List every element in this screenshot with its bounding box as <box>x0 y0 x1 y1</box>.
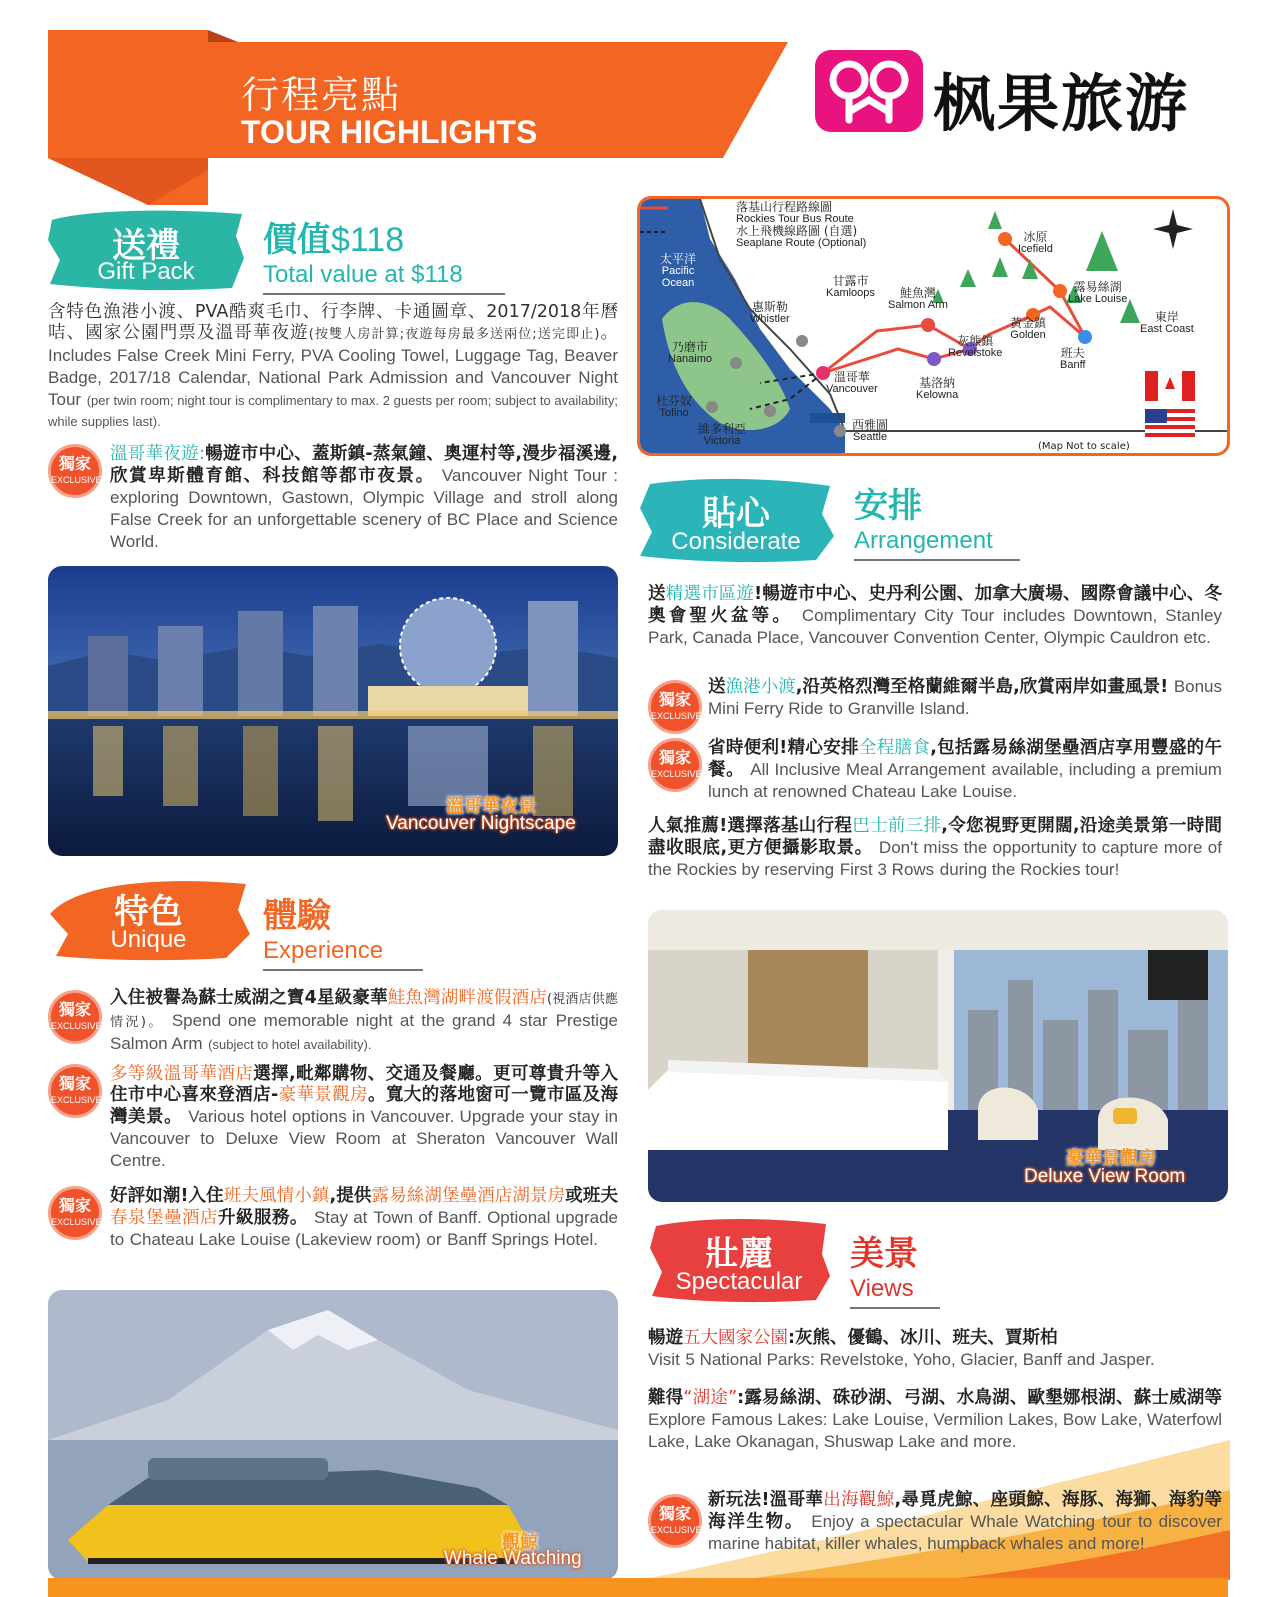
legend-bus-en: Rockies Tour Bus Route <box>736 213 854 225</box>
map-place-golden <box>1010 317 1046 341</box>
map-place-en: Banff <box>1060 359 1086 371</box>
views-p3-en-b: tour to discover marine habitat, killer whales, humpback whales and more! <box>708 1512 1222 1553</box>
unique-item3-zh-b: ,提供 <box>329 1186 372 1206</box>
unique-item3-en-a: Stay at <box>313 1208 368 1227</box>
map-place-zh: 西雅圖 <box>852 418 889 432</box>
cons-p4-en-hl: First 3 Rows <box>839 860 935 879</box>
map-place-vancouver <box>826 371 878 395</box>
map-place-en: Kamloops <box>826 287 875 299</box>
considerate-para-2 <box>708 676 1222 720</box>
unique-item1-zh-a: 入住被譽為蘇士威湖之寶4星級豪華 <box>110 988 388 1008</box>
map-place-nanaimo <box>668 341 712 365</box>
legend-plane-en: Seaplane Route (Optional) <box>736 237 867 249</box>
gift-value-amount: $118 <box>331 221 405 259</box>
cons-p2-zh-b: ,沿英格烈灣至格蘭維爾半島,欣賞兩岸如畫風景! <box>795 677 1169 697</box>
unique-side-title <box>263 888 423 971</box>
considerate-rule <box>854 559 1020 561</box>
cons-p4-zh-hl: 巴士前三排 <box>852 816 942 836</box>
unique-item3-en-hl: Town of Banff <box>373 1208 478 1227</box>
map-place-zh: 灰熊鎮 <box>957 334 994 348</box>
gift-badge-en: Gift Pack <box>97 258 195 285</box>
considerate-side-en: Arrangement <box>854 527 993 554</box>
map-place-zh: 冰原 <box>1023 230 1048 244</box>
map-place-en: Whistler <box>750 313 790 325</box>
cons-p3-en-hl: All Inclusive Meal Arrangement <box>750 760 986 779</box>
rockies-route-map <box>637 196 1230 456</box>
gift-desc-en: Includes False Creek Mini Ferry, PVA Cooling Towel, Luggage Tag, Beaver Badge, 2017/18 Calendar, National Park Admission and Vancouver Night Tour <box>48 346 618 409</box>
views-side-en: Views <box>850 1275 914 1302</box>
considerate-side-zh: 安排 <box>854 486 922 526</box>
exclusive-zh: 獨家 <box>58 1074 91 1093</box>
night-caption-zh: 溫哥華夜景 <box>446 796 536 817</box>
map-place-zh: 班夫 <box>1060 346 1085 360</box>
gift-rule <box>263 293 505 295</box>
unique-item-3 <box>110 1186 618 1251</box>
map-place-kelowna <box>916 377 958 401</box>
legend-plane-zh: 水上飛機線路圖 (自選) <box>736 224 858 238</box>
map-place-zh: 東岸 <box>1154 310 1179 324</box>
vancouver-nightscape-photo <box>48 566 618 856</box>
unique-side-en: Experience <box>263 937 384 964</box>
map-place-zh: 杜芬奴 <box>656 394 693 408</box>
exclusive-en: EXCLUSIVE <box>651 1525 702 1535</box>
unique-item1-zh-b: (視酒店供應情況)。 <box>110 992 618 1030</box>
exclusive-badge <box>648 738 702 792</box>
cons-p3-zh-a: 省時便利!精心安排 <box>708 738 859 758</box>
unique-item2-en-hl2: Deluxe View Room <box>225 1129 381 1148</box>
cons-p4-zh-a: 人氣推薦!選擇落基山行程 <box>648 816 853 836</box>
views-side-title <box>850 1226 940 1309</box>
map-place-en: Icefield <box>1018 243 1053 255</box>
gift-value-en: Total value at $118 <box>263 261 463 288</box>
unique-item3-zh-a: 好評如潮!入住 <box>110 1186 224 1206</box>
map-place-zh: 維多利亞 <box>698 422 747 436</box>
logo-text: 枫果旅游 <box>933 67 1190 140</box>
map-place-zh: 露易絲湖 <box>1073 280 1122 294</box>
unique-item2-zh-b: 。寬大的落地窗可一覽市區及海灣美景。 <box>110 1085 619 1127</box>
logo-mark-icon <box>815 50 923 132</box>
views-p1-en-b: : Revelstoke, Yoho, Glacier, Banff and Jasper. <box>810 1350 1155 1369</box>
legend-bus-zh: 落基山行程路線圖 <box>736 200 833 214</box>
cons-p1-zh-a: 送 <box>648 584 666 604</box>
gift-value-title <box>263 212 505 295</box>
night-tour-en: exploring Downtown, Gastown, Olympic Village and stroll along False Creek for an unforgettable scenery of BC Place and Science World. <box>110 488 618 551</box>
map-place-en: Seattle <box>852 431 888 443</box>
views-p3-en-a: Enjoy a spectacular <box>811 1512 963 1531</box>
exclusive-en: EXCLUSIVE <box>51 1021 102 1031</box>
considerate-badge <box>636 474 836 564</box>
cons-p2-en-a: Bonus <box>1173 677 1223 696</box>
exclusive-en: EXCLUSIVE <box>651 711 702 721</box>
map-place-zh: 太平洋 <box>659 252 696 266</box>
unique-side-zh: 體驗 <box>263 896 331 936</box>
spectacular-badge <box>646 1214 832 1304</box>
considerate-para-3 <box>708 738 1222 803</box>
whale-caption-zh: 觀鯨 <box>502 1532 538 1553</box>
gift-description <box>48 302 618 432</box>
map-scale-note: (Map Not to scale) <box>1038 441 1130 452</box>
cons-p2-zh-hl: 漁港小渡 <box>725 677 796 697</box>
views-p2-en-b: : Lake Louise, Vermilion Lakes, Bow Lake, Waterfowl Lake, Lake Okanagan, Shuswap Lake and more. <box>648 1410 1222 1451</box>
exclusive-badge <box>48 444 102 498</box>
cons-p3-zh-hl: 全程膳食 <box>858 738 931 758</box>
unique-item3-zh-d: 升級服務。 <box>217 1208 308 1228</box>
unique-item2-zh-hl2: 豪華景觀房 <box>278 1085 369 1105</box>
night-tour-text <box>110 444 618 553</box>
cons-p1-en-hl: Complimentary City Tour <box>801 606 995 625</box>
exclusive-zh: 獨家 <box>658 1504 691 1523</box>
header-title-zh: 行程亮點 <box>241 73 402 117</box>
room-caption-en: Deluxe View Room <box>1024 1166 1186 1187</box>
gift-desc-zh-note: (按雙人房計算;夜遊每房最多送兩位;送完即止) <box>308 327 600 342</box>
exclusive-badge <box>648 680 702 734</box>
exclusive-zh: 獨家 <box>658 690 691 709</box>
footer-band <box>48 1578 1228 1597</box>
views-p1-en-hl: 5 National Parks <box>685 1350 811 1369</box>
unique-item-1 <box>110 988 618 1055</box>
views-p1-zh-hl: 五大國家公園 <box>683 1328 788 1348</box>
exclusive-zh: 獨家 <box>58 1000 91 1019</box>
unique-item2-en-b: at Sheraton Vancouver Wall Centre. <box>110 1129 618 1170</box>
night-caption-en: Vancouver Nightscape <box>386 813 576 834</box>
exclusive-zh: 獨家 <box>58 454 91 473</box>
legend-plane <box>736 225 866 249</box>
map-place-zh: 乃磨市 <box>672 340 709 354</box>
map-place-en: Revelstoke <box>948 347 1003 359</box>
unique-item1-en-b: (subject to hotel availability). <box>208 1037 372 1052</box>
unique-badge-en: Unique <box>110 926 187 953</box>
map-place-east-coast <box>1140 311 1194 335</box>
views-para-1 <box>648 1328 1222 1371</box>
unique-item1-zh-hl: 鮭魚灣湖畔渡假酒店 <box>387 988 547 1008</box>
map-place-zh: 黃金鎮 <box>1010 316 1047 330</box>
views-side-zh: 美景 <box>850 1234 918 1274</box>
unique-item3-en-hl3: Banff Springs Hotel <box>447 1230 594 1249</box>
unique-rule <box>263 969 423 971</box>
cons-p2-en-hl: Mini Ferry Ride <box>708 699 824 718</box>
gift-desc-en-note: (per twin room; night tour is complimentary to max. 2 guests per room; subject to availability; while supplies last). <box>48 393 618 429</box>
considerate-badge-en: Considerate <box>671 528 801 555</box>
unique-item3-en-b: . Optional upgrade to <box>110 1208 618 1249</box>
unique-item3-en-hl2: Chateau Lake Louise (Lakeview room) <box>129 1230 421 1249</box>
room-caption-zh: 豪華景觀房 <box>1066 1148 1156 1169</box>
considerate-side-title <box>854 478 1020 561</box>
unique-item2-zh-a: 選擇,毗鄰購物、交通及餐廳。更可尊貴升等入住市中心喜來登酒店- <box>110 1064 618 1105</box>
compass-icon <box>1153 209 1193 249</box>
map-place-en: East Coast <box>1140 323 1194 335</box>
map-place-salmon-arm <box>888 287 948 311</box>
cons-p1-zh-hl: 精選市區遊 <box>665 584 755 604</box>
map-place-seattle <box>852 419 888 443</box>
views-p2-en-hl: Famous Lakes <box>711 1410 823 1429</box>
map-place-en: Pacific Ocean <box>661 265 695 289</box>
whale-watching-photo <box>48 1290 618 1580</box>
map-place-pacific <box>648 253 708 289</box>
map-place-en: Kelowna <box>916 389 959 401</box>
map-place-whistler <box>750 301 790 325</box>
map-place-en: Lake Louise <box>1068 293 1128 305</box>
views-p3-zh-hl: 出海觀鯨 <box>823 1490 895 1510</box>
map-place-revelstoke <box>948 335 1002 359</box>
unique-item1-en-a: Spend one memorable night at the grand 4 star <box>171 1011 548 1030</box>
unique-item3-zh-hl3: 春泉堡壘酒店 <box>110 1208 218 1228</box>
unique-item3-en-c: or <box>426 1230 442 1249</box>
unique-item3-en-d: . <box>593 1230 599 1249</box>
map-place-kamloops <box>826 275 875 299</box>
night-tour-en-hl: Vancouver Night Tour : <box>441 466 618 485</box>
map-place-en: Victoria <box>703 435 741 447</box>
gift-desc-zh: 含特色漁港小渡、PVA酷爽毛巾、行李牌、卡通圖章、2017/2018年曆咭、國家公園門票及溫哥華夜遊 <box>48 302 618 343</box>
views-p2-zh-b: :露易絲湖、硃砂湖、弓湖、水鳥湖、歐墾娜根湖、蘇士威湖等 <box>737 1388 1223 1408</box>
map-place-en: Nanaimo <box>668 353 713 365</box>
gift-badge-zh: 送禮 <box>112 226 180 266</box>
map-place-zh: 基洛納 <box>919 376 956 390</box>
exclusive-en: EXCLUSIVE <box>51 475 102 485</box>
map-place-icefield <box>1018 231 1053 255</box>
exclusive-zh: 獨家 <box>58 1196 91 1215</box>
night-tour-zh-hl: 溫哥華夜遊: <box>110 444 205 464</box>
unique-item-2 <box>110 1064 618 1172</box>
views-p2-zh-hl: “湖途” <box>683 1388 738 1408</box>
map-place-victoria <box>698 423 746 447</box>
exclusive-badge <box>48 1186 102 1240</box>
cons-p1-en: includes Downtown, Stanley Park, Canada Place, Vancouver Convention Center, Olympic Cauldron etc. <box>648 606 1222 647</box>
legend-bus <box>736 201 854 225</box>
unique-item2-zh-hl: 多等級溫哥華酒店 <box>110 1064 254 1084</box>
views-rule <box>850 1307 940 1309</box>
views-p2-en-a: Explore <box>648 1410 706 1429</box>
deluxe-room-photo <box>648 910 1228 1202</box>
cons-p3-en: available, including a premium lunch at renowned Chateau Lake Louise. <box>708 760 1222 801</box>
map-place-lake-louise <box>1068 281 1127 305</box>
exclusive-en: EXCLUSIVE <box>51 1217 102 1227</box>
map-place-banff <box>1060 347 1086 371</box>
views-p1-en-a: Visit <box>648 1350 680 1369</box>
cons-p2-zh-a: 送 <box>708 677 726 697</box>
exclusive-badge <box>48 990 102 1044</box>
exclusive-zh: 獨家 <box>658 748 691 767</box>
gift-value-zh: 價值 <box>263 220 331 260</box>
map-place-zh: 溫哥華 <box>833 370 870 384</box>
cons-p4-zh-b: ,令您視野更開闊,沿途美景第一時間盡收眼底,更方便攝影取景。 <box>648 816 1223 858</box>
map-place-zh: 鮭魚灣 <box>899 286 936 300</box>
header-title-en: TOUR HIGHLIGHTS <box>241 114 538 150</box>
views-p3-zh-a: 新玩法!溫哥華 <box>708 1490 824 1510</box>
map-place-tofino <box>656 395 692 419</box>
header-banner <box>48 30 788 205</box>
map-place-zh: 惠斯勒 <box>751 300 788 314</box>
cons-p3-zh-b: ,包括露易絲湖堡壘酒店享用豐盛的午餐。 <box>708 738 1222 780</box>
gift-desc-zh-end: 。 <box>599 323 619 343</box>
map-place-en: Salmon Arm <box>888 299 948 311</box>
map-place-en: Tofino <box>659 407 689 419</box>
exclusive-badge <box>48 1064 102 1118</box>
night-tour-zh: 暢遊市中心、蓋斯鎮-蒸氣鐘、奧運村等,漫步福溪邊,欣賞卑斯體育館、科技館等都市夜景。 <box>110 444 618 486</box>
unique-item3-zh-c: 或班夫 <box>565 1186 619 1206</box>
unique-item1-en-hl: Prestige Salmon Arm <box>110 1011 618 1053</box>
considerate-para-1 <box>648 584 1222 649</box>
spectacular-badge-en: Spectacular <box>675 1268 803 1295</box>
considerate-badge-zh: 貼心 <box>702 494 770 534</box>
unique-item3-zh-hl: 班夫風情小鎮 <box>223 1186 330 1206</box>
cons-p2-en-b: to Granville Island. <box>828 699 970 718</box>
unique-badge <box>46 874 251 962</box>
whale-caption-en: Whale Watching <box>444 1548 582 1569</box>
unique-badge-zh: 特色 <box>114 892 183 932</box>
cons-p4-en-a: Don't miss the opportunity to capture more of the Rockies by reserving <box>648 838 1222 879</box>
spectacular-badge-zh: 壯麗 <box>705 1234 773 1274</box>
cons-p4-en-b: during the Rockies tour! <box>939 860 1120 879</box>
unique-item2-en-hl: Various hotel options in Vancouver <box>188 1107 450 1126</box>
views-p1-zh-a: 暢遊 <box>648 1328 683 1348</box>
exclusive-en: EXCLUSIVE <box>51 1095 102 1105</box>
gift-badge <box>46 206 246 294</box>
views-p1-zh-b: :灰熊、優鶴、冰川、班夫、賈斯柏 <box>788 1328 1058 1348</box>
unique-item3-zh-hl2: 露易絲湖堡壘酒店湖景房 <box>371 1186 566 1206</box>
considerate-para-4 <box>648 816 1222 881</box>
map-place-zh: 甘露市 <box>832 274 869 288</box>
exclusive-badge <box>648 1494 702 1548</box>
exclusive-en: EXCLUSIVE <box>651 769 702 779</box>
map-place-en: Vancouver <box>826 383 878 395</box>
cons-p1-zh-b: !暢遊市中心、史丹利公園、加拿大廣場、國際會議中心、冬奧會聖火盆等。 <box>648 584 1223 626</box>
brand-logo <box>815 50 1225 140</box>
views-p2-zh-a: 難得 <box>648 1388 684 1408</box>
views-p3-zh-b: ,尋覓虎鯨、座頭鯨、海豚、海獅、海豹等海洋生物。 <box>708 1490 1223 1532</box>
views-para-3 <box>708 1490 1222 1555</box>
unique-item2-en-a: . Upgrade your stay in Vancouver to <box>110 1107 618 1148</box>
map-place-en: Golden <box>1010 329 1046 341</box>
views-p3-en-hl: Whale Watching <box>970 1512 1096 1531</box>
